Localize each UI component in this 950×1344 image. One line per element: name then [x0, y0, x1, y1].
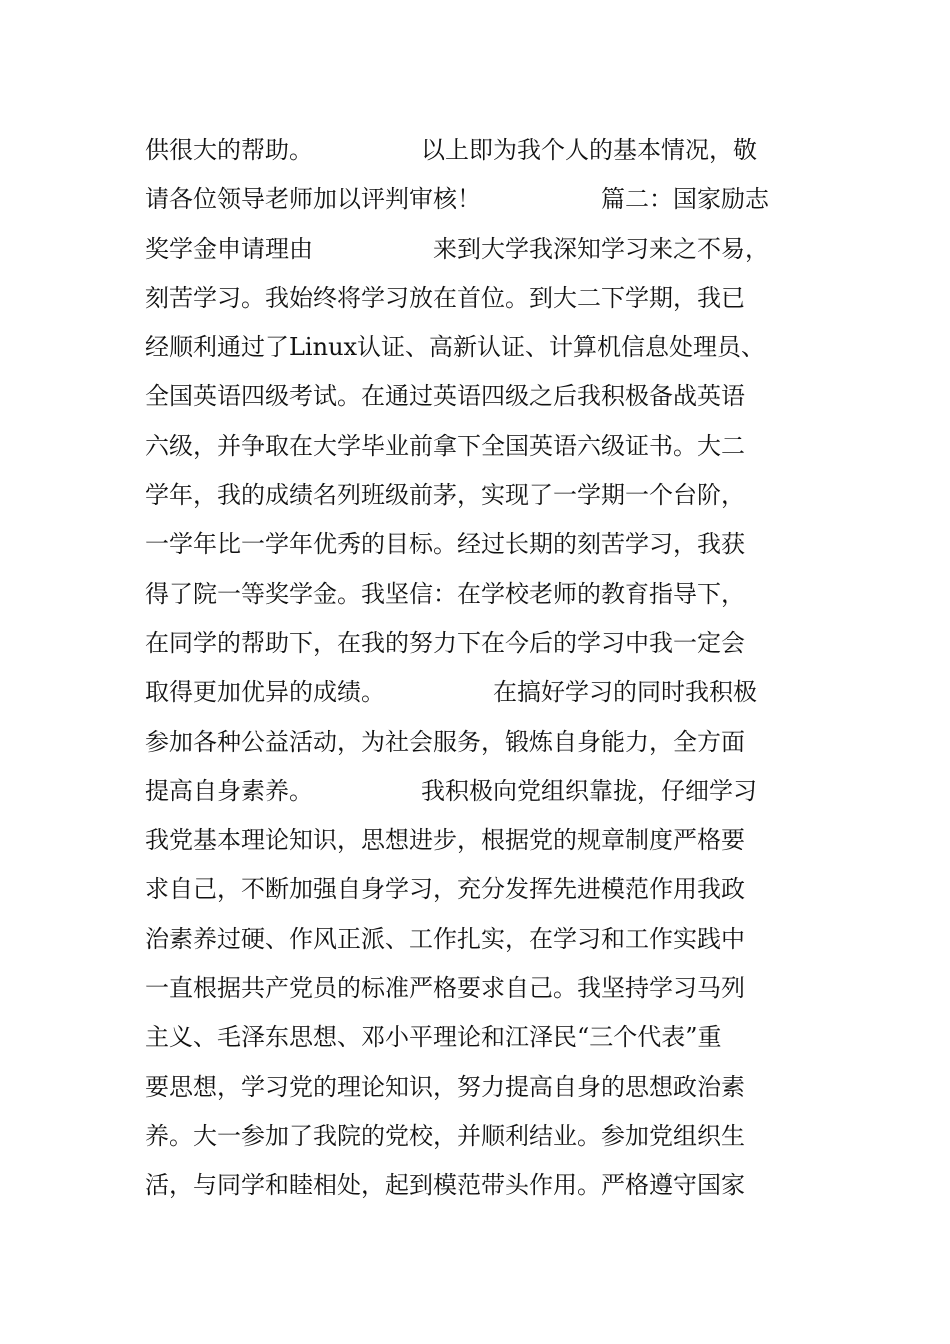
text-line: 一直根据共产党员的标准严格要求自己。我坚持学习马列 — [145, 974, 745, 1003]
text-line: 奖学金申请理由 来到大学我深知学习来之不易， — [145, 234, 769, 263]
text-line: 六级，并争取在大学毕业前拿下全国英语六级证书。大二 — [145, 431, 745, 460]
text-line: 主义、毛泽东思想、邓小平理论和江泽民“三个代表”重 — [145, 1023, 722, 1052]
text-line: 参加各种公益活动，为社会服务，锻炼自身能力，全方面 — [145, 727, 745, 756]
text-line: 治素养过硬、作风正派、工作扎实，在学习和工作实践中 — [145, 924, 745, 953]
text-line: 要思想，学习党的理论知识，努力提高自身的思想政治素 — [145, 1072, 745, 1101]
text-line: 我党基本理论知识，思想进步，根据党的规章制度严格要 — [145, 826, 745, 855]
text-line: 求自己，不断加强自身学习，充分发挥先进模范作用我政 — [145, 875, 745, 904]
text-line: 取得更加优异的成绩。 在搞好学习的同时我积极 — [145, 678, 757, 707]
text-line: 学年，我的成绩名列班级前茅，实现了一学期一个台阶， — [145, 481, 745, 510]
text-line: 活，与同学和睦相处，起到模范带头作用。严格遵守国家 — [145, 1171, 745, 1200]
text-line: 一学年比一学年优秀的目标。经过长期的刻苦学习，我获 — [145, 530, 745, 559]
text-line: 提高自身素养。 我积极向党组织靠拢，仔细学习 — [145, 776, 757, 805]
document-body — [145, 126, 810, 1211]
text-line: 在同学的帮助下，在我的努力下在今后的学习中我一定会 — [145, 628, 745, 657]
text-line: 得了院一等奖学金。我坚信：在学校老师的教育指导下， — [145, 579, 745, 608]
text-line: 请各位领导老师加以评判审核！ 篇二：国家励志 — [145, 185, 769, 214]
text-line: 经顺利通过了Linux认证、高新认证、计算机信息处理员、 — [145, 333, 766, 362]
text-line: 养。大一参加了我院的党校，并顺利结业。参加党组织生 — [145, 1121, 745, 1150]
text-line: 全国英语四级考试。在通过英语四级之后我积极备战英语 — [145, 382, 745, 411]
text-line: 刻苦学习。我始终将学习放在首位。到大二下学期，我已 — [145, 283, 745, 312]
text-line: 供很大的帮助。 以上即为我个人的基本情况，敬 — [145, 136, 757, 164]
